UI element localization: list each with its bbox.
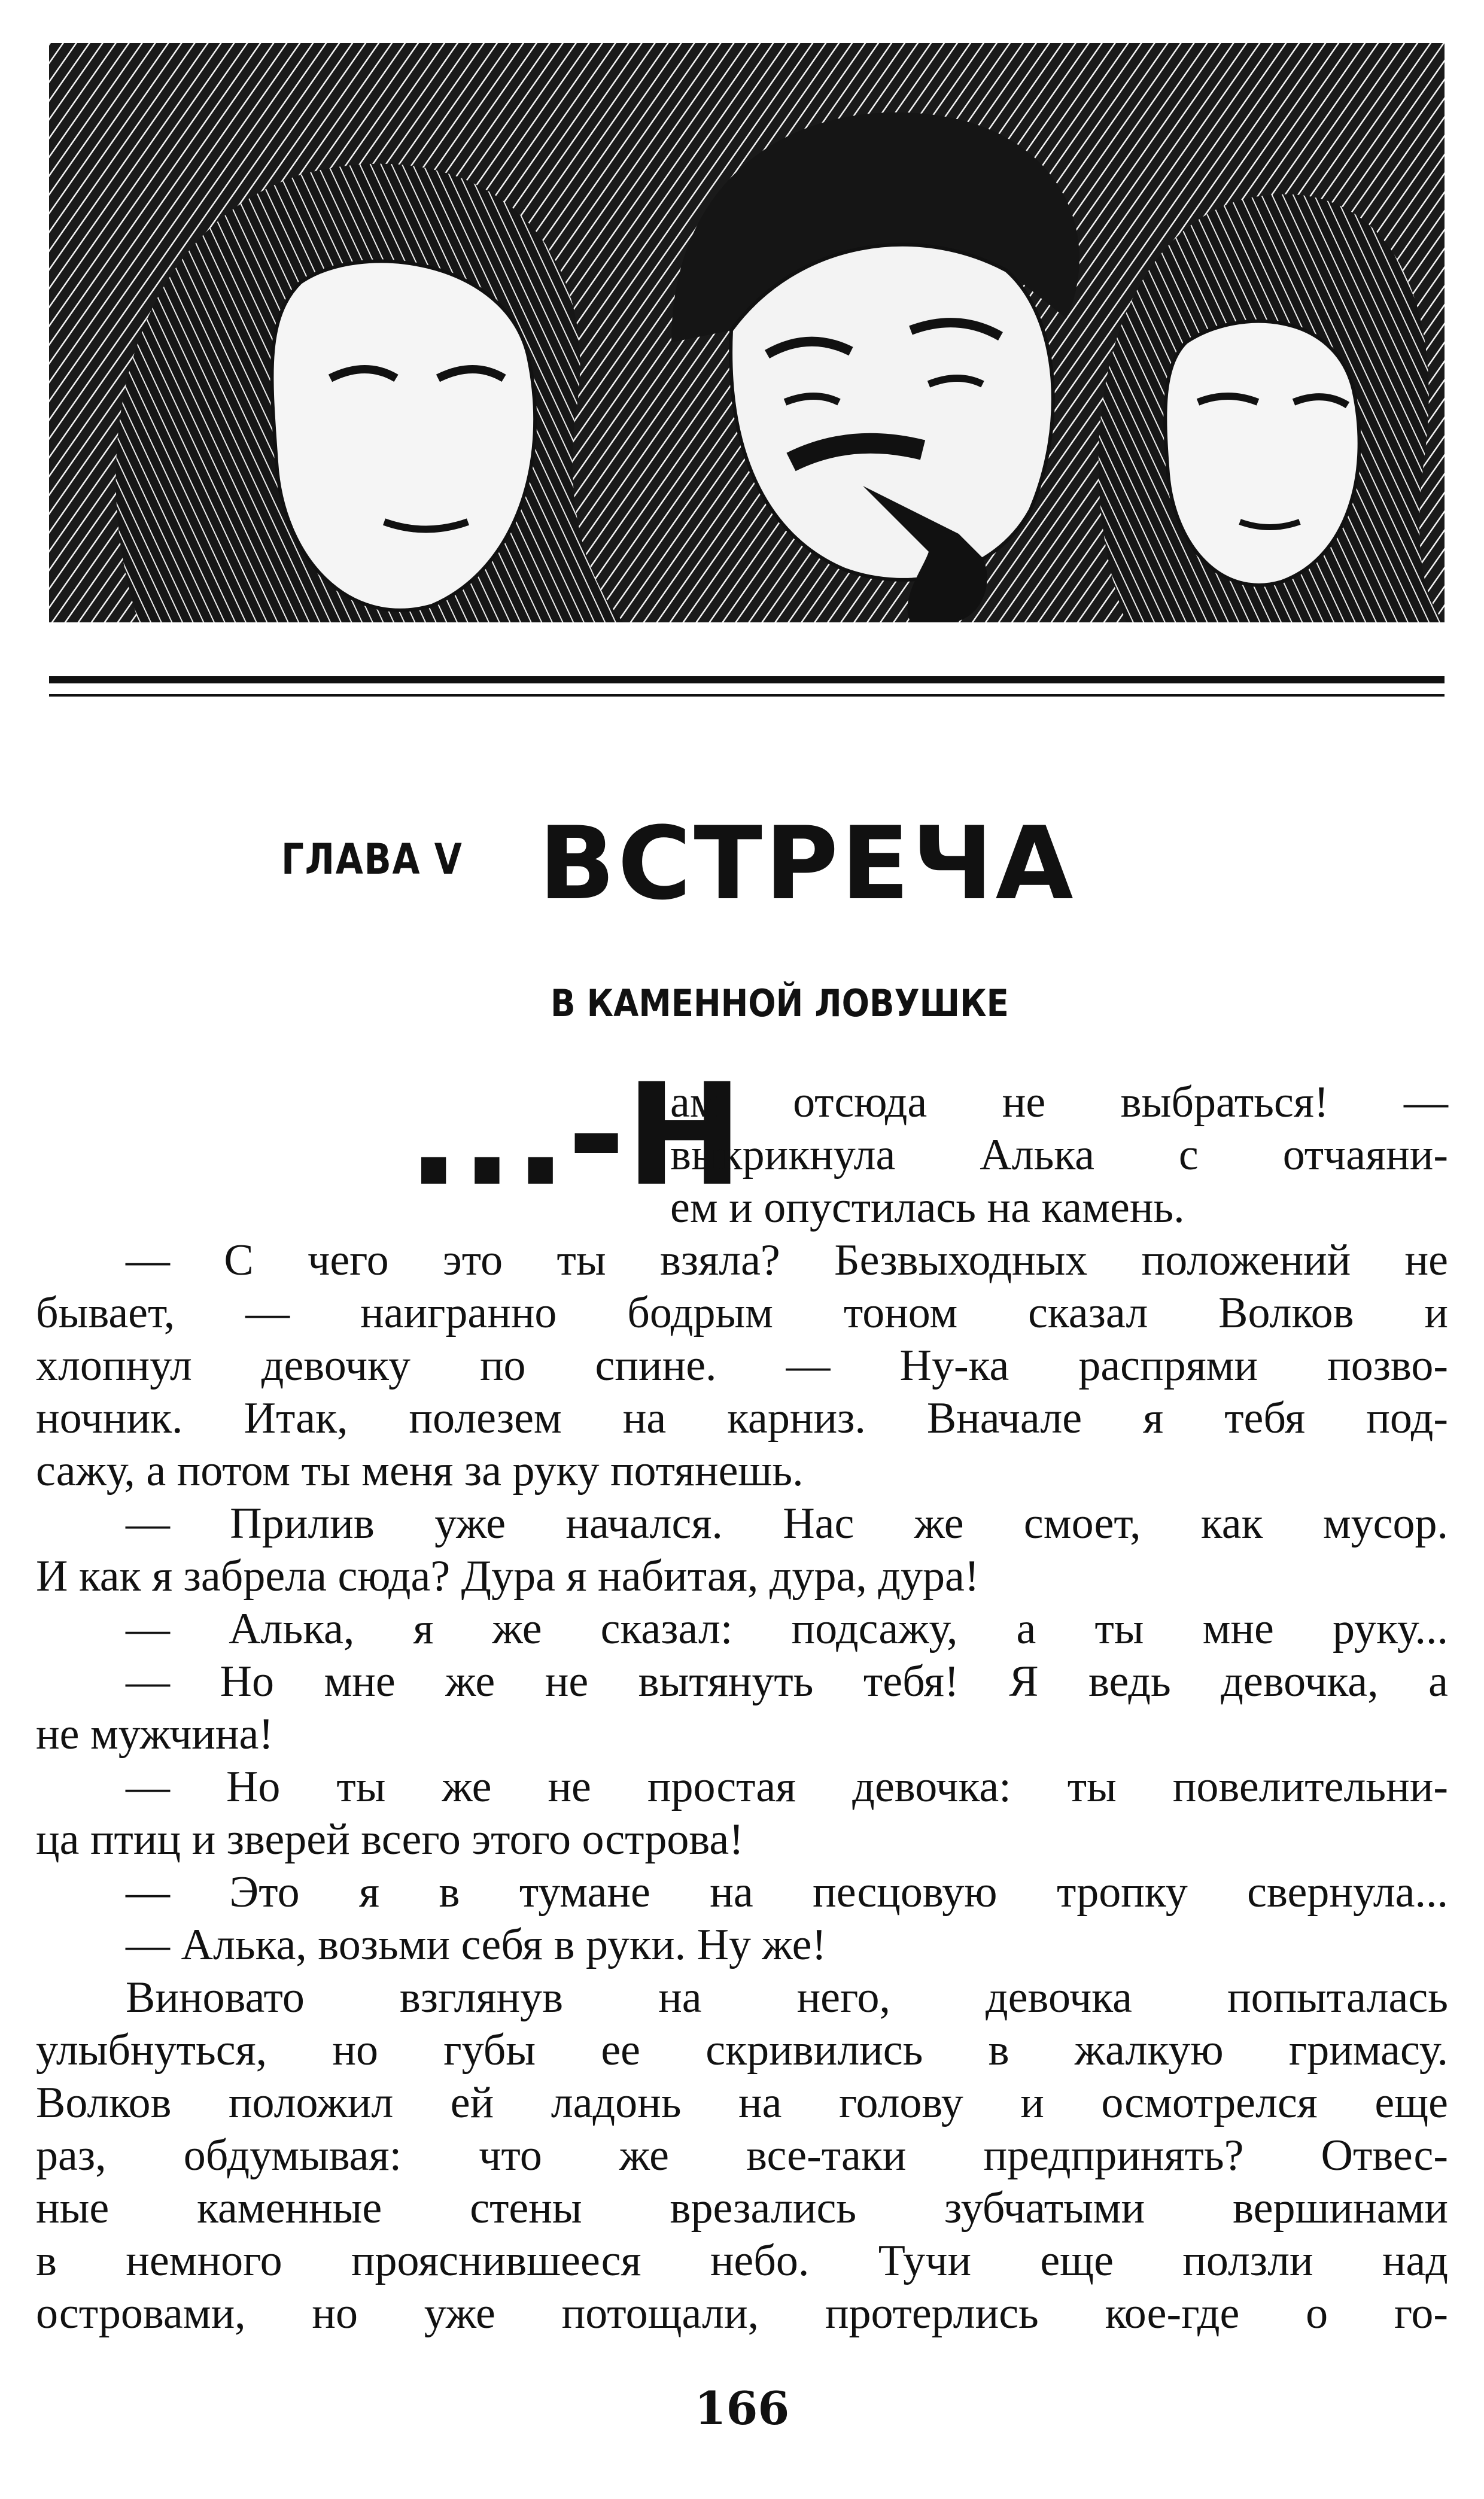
page-number: 166 bbox=[694, 2382, 790, 2435]
text-line: И как я забрела сюда? Дура я набитая, дура, дура! bbox=[36, 1552, 980, 1601]
divider-thick bbox=[49, 676, 1445, 683]
text-line: бывает, — наигранно бодрым тоном сказал Волков и bbox=[36, 1288, 1448, 1337]
text-line: — С чего это ты взяла? Безвыходных положений не bbox=[126, 1236, 1448, 1285]
text-line: не мужчина! bbox=[36, 1710, 273, 1759]
divider-thin bbox=[49, 694, 1445, 697]
text-line: ночник. Итак, полезем на карниз. Вначале я тебя под- bbox=[36, 1394, 1448, 1443]
text-line: ные каменные стены врезались зубчатыми вершинами bbox=[36, 2184, 1448, 2233]
text-line: Виновато взглянув на него, девочка попыталась bbox=[126, 1973, 1448, 2022]
text-line: сажу, а потом ты меня за руку потянешь. bbox=[36, 1446, 804, 1495]
text-line: — Но мне же не вытянуть тебя! Я ведь девочка, а bbox=[126, 1657, 1448, 1706]
text-line: в немного прояснившееся небо. Тучи еще ползли над bbox=[36, 2236, 1448, 2285]
right-girl-face bbox=[1165, 321, 1359, 585]
text-line: — Алька, я же сказал: подсажу, а ты мне руку... bbox=[126, 1604, 1448, 1653]
text-line: раз, обдумывая: что же все-таки предпринять? Отвес- bbox=[36, 2131, 1448, 2180]
illustration-drawing bbox=[49, 43, 1445, 622]
section-title: В КАМЕННОЙ ЛОВУШКЕ bbox=[551, 981, 1009, 1025]
text-line: островами, но уже потощали, протерлись кое-где о го- bbox=[36, 2289, 1448, 2338]
text-line: улыбнуться, но губы ее скривились в жалкую гримасу. bbox=[36, 2026, 1448, 2075]
text-line: хлопнул девочку по спине. — Ну-ка распрями позво- bbox=[36, 1341, 1448, 1390]
text-line: ам отсюда не выбраться! — bbox=[670, 1078, 1448, 1127]
text-line: ца птиц и зверей всего этого острова! bbox=[36, 1815, 744, 1864]
text-line: — Алька, возьми себя в руки. Ну же! bbox=[126, 1920, 827, 1969]
chapter-title: ВСТРЕЧА bbox=[539, 805, 1076, 922]
text-line: — Прилив уже начался. Нас же смоет, как мусор. bbox=[126, 1499, 1448, 1548]
drop-cap: ...-Н bbox=[407, 1054, 744, 1217]
chapter-label: ГЛАВА V bbox=[281, 835, 463, 884]
text-line: — Это я в тумане на песцовую тропку свернула... bbox=[126, 1868, 1448, 1917]
chapter-illustration bbox=[49, 43, 1445, 622]
text-line: ем и опустилась на камень. bbox=[670, 1183, 1185, 1232]
text-line: Волков положил ей ладонь на голову и осмотрелся еще bbox=[36, 2078, 1448, 2127]
text-line: выкрикнула Алька с отчаяни- bbox=[670, 1130, 1448, 1179]
text-line: — Но ты же не простая девочка: ты повелительни- bbox=[126, 1762, 1448, 1811]
